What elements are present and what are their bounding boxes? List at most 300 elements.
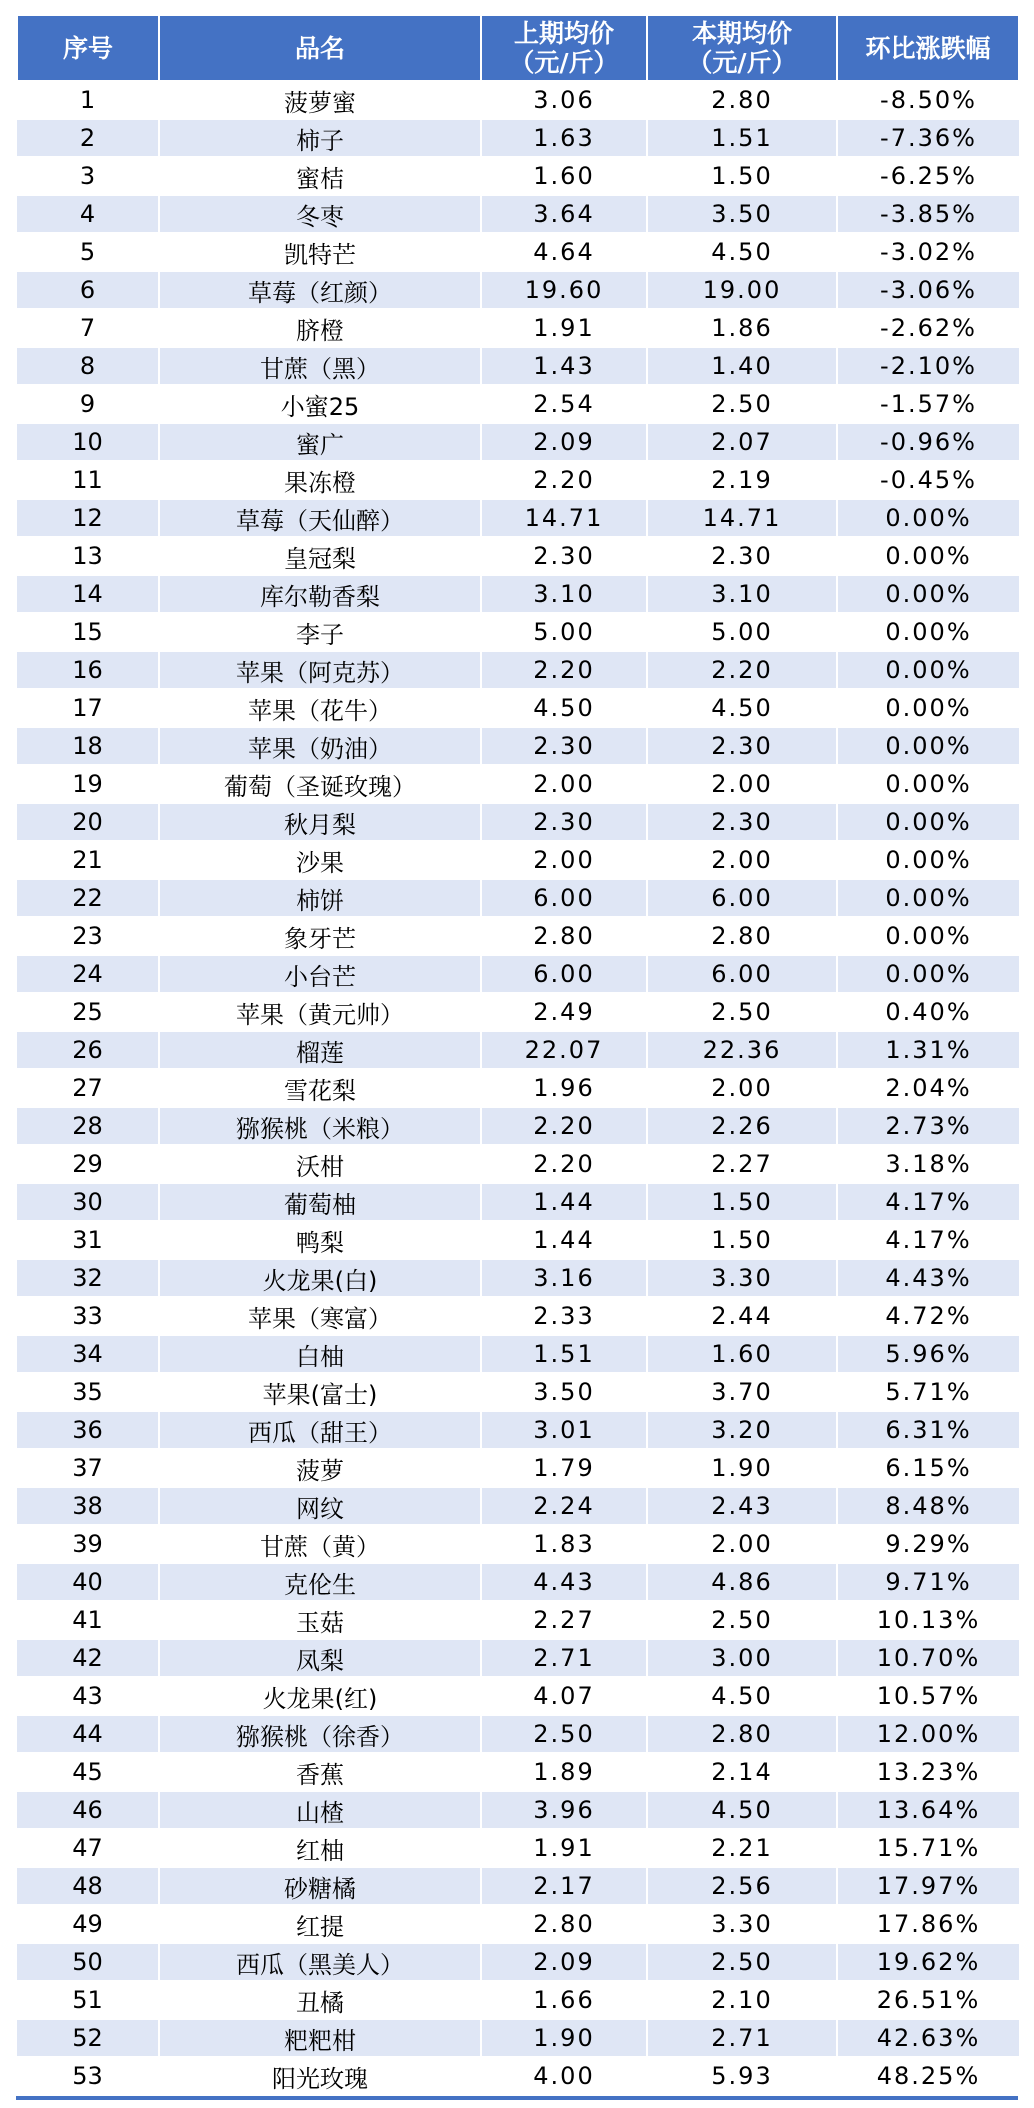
cell-prev-price: 4.64 xyxy=(481,233,647,271)
cell-change: 9.71% xyxy=(837,1563,1019,1601)
cell-change: -2.62% xyxy=(837,309,1019,347)
cell-index: 49 xyxy=(17,1905,159,1943)
cell-index: 10 xyxy=(17,423,159,461)
cell-name: 柿饼 xyxy=(159,879,481,917)
cell-change: 4.72% xyxy=(837,1297,1019,1335)
cell-index: 18 xyxy=(17,727,159,765)
cell-index: 27 xyxy=(17,1069,159,1107)
cell-name: 柿子 xyxy=(159,119,481,157)
cell-index: 50 xyxy=(17,1943,159,1981)
cell-name: 红提 xyxy=(159,1905,481,1943)
cell-curr-price: 5.00 xyxy=(647,613,837,651)
cell-curr-price: 2.56 xyxy=(647,1867,837,1905)
cell-index: 12 xyxy=(17,499,159,537)
cell-prev-price: 2.20 xyxy=(481,1145,647,1183)
header-prev-price xyxy=(481,15,647,81)
cell-curr-price: 4.50 xyxy=(647,233,837,271)
cell-curr-price: 4.50 xyxy=(647,1791,837,1829)
cell-name: 蜜广 xyxy=(159,423,481,461)
cell-prev-price: 1.66 xyxy=(481,1981,647,2019)
cell-curr-price: 1.60 xyxy=(647,1335,837,1373)
cell-change: -0.45% xyxy=(837,461,1019,499)
cell-change: 0.00% xyxy=(837,499,1019,537)
cell-curr-price: 2.19 xyxy=(647,461,837,499)
cell-name: 苹果（奶油） xyxy=(159,727,481,765)
cell-change: 0.00% xyxy=(837,689,1019,727)
cell-name: 鸭梨 xyxy=(159,1221,481,1259)
cell-prev-price: 2.17 xyxy=(481,1867,647,1905)
table-row xyxy=(17,841,1019,879)
cell-name: 凯特芒 xyxy=(159,233,481,271)
cell-prev-price: 1.51 xyxy=(481,1335,647,1373)
table-row xyxy=(17,461,1019,499)
cell-prev-price: 2.20 xyxy=(481,1107,647,1145)
cell-prev-price: 4.50 xyxy=(481,689,647,727)
cell-change: 0.00% xyxy=(837,613,1019,651)
cell-change: 1.31% xyxy=(837,1031,1019,1069)
table-row xyxy=(17,423,1019,461)
cell-curr-price: 1.40 xyxy=(647,347,837,385)
cell-name: 苹果（黄元帅） xyxy=(159,993,481,1031)
cell-prev-price: 2.33 xyxy=(481,1297,647,1335)
cell-change: -2.10% xyxy=(837,347,1019,385)
cell-prev-price: 4.43 xyxy=(481,1563,647,1601)
cell-name: 葡萄柚 xyxy=(159,1183,481,1221)
cell-index: 16 xyxy=(17,651,159,689)
cell-curr-price: 14.71 xyxy=(647,499,837,537)
cell-prev-price: 3.10 xyxy=(481,575,647,613)
table-row xyxy=(17,803,1019,841)
cell-change: 0.00% xyxy=(837,879,1019,917)
cell-change: 8.48% xyxy=(837,1487,1019,1525)
cell-prev-price: 2.20 xyxy=(481,651,647,689)
cell-index: 48 xyxy=(17,1867,159,1905)
cell-index: 29 xyxy=(17,1145,159,1183)
cell-index: 4 xyxy=(17,195,159,233)
cell-change: 5.96% xyxy=(837,1335,1019,1373)
cell-name: 榴莲 xyxy=(159,1031,481,1069)
cell-index: 36 xyxy=(17,1411,159,1449)
cell-index: 13 xyxy=(17,537,159,575)
table-body xyxy=(17,81,1019,2095)
cell-index: 46 xyxy=(17,1791,159,1829)
cell-change: 2.73% xyxy=(837,1107,1019,1145)
cell-prev-price: 2.50 xyxy=(481,1715,647,1753)
cell-index: 31 xyxy=(17,1221,159,1259)
cell-curr-price: 6.00 xyxy=(647,955,837,993)
cell-name: 甘蔗（黄） xyxy=(159,1525,481,1563)
cell-curr-price: 2.50 xyxy=(647,1943,837,1981)
table-row xyxy=(17,879,1019,917)
cell-curr-price: 2.14 xyxy=(647,1753,837,1791)
table-row xyxy=(17,271,1019,309)
cell-prev-price: 2.20 xyxy=(481,461,647,499)
cell-prev-price: 3.06 xyxy=(481,81,647,119)
header-change: 环比涨跌幅 xyxy=(837,15,1019,81)
cell-name: 克伦生 xyxy=(159,1563,481,1601)
cell-index: 33 xyxy=(17,1297,159,1335)
cell-change: 10.13% xyxy=(837,1601,1019,1639)
table-row xyxy=(17,1411,1019,1449)
cell-change: 15.71% xyxy=(837,1829,1019,1867)
cell-name: 雪花梨 xyxy=(159,1069,481,1107)
cell-curr-price: 2.80 xyxy=(647,81,837,119)
cell-curr-price: 2.10 xyxy=(647,1981,837,2019)
cell-prev-price: 22.07 xyxy=(481,1031,647,1069)
cell-curr-price: 3.70 xyxy=(647,1373,837,1411)
cell-curr-price: 1.50 xyxy=(647,1221,837,1259)
table-row xyxy=(17,955,1019,993)
table-row xyxy=(17,613,1019,651)
table-row xyxy=(17,1183,1019,1221)
cell-prev-price: 19.60 xyxy=(481,271,647,309)
cell-curr-price: 2.50 xyxy=(647,1601,837,1639)
cell-curr-price: 5.93 xyxy=(647,2057,837,2095)
cell-name: 小台芒 xyxy=(159,955,481,993)
table-row xyxy=(17,347,1019,385)
cell-prev-price: 14.71 xyxy=(481,499,647,537)
cell-index: 47 xyxy=(17,1829,159,1867)
cell-name: 猕猴桃（徐香） xyxy=(159,1715,481,1753)
header-row xyxy=(17,15,1019,81)
table-row xyxy=(17,1829,1019,1867)
table-row xyxy=(17,1221,1019,1259)
cell-curr-price: 2.00 xyxy=(647,1069,837,1107)
cell-name: 冬枣 xyxy=(159,195,481,233)
cell-index: 3 xyxy=(17,157,159,195)
cell-name: 凤梨 xyxy=(159,1639,481,1677)
table-row xyxy=(17,233,1019,271)
header-curr-price xyxy=(647,15,837,81)
cell-curr-price: 2.00 xyxy=(647,1525,837,1563)
table-row xyxy=(17,727,1019,765)
cell-change: 13.64% xyxy=(837,1791,1019,1829)
table-row xyxy=(17,651,1019,689)
cell-change: 10.57% xyxy=(837,1677,1019,1715)
cell-index: 21 xyxy=(17,841,159,879)
cell-change: -8.50% xyxy=(837,81,1019,119)
cell-change: 6.15% xyxy=(837,1449,1019,1487)
cell-name: 阳光玫瑰 xyxy=(159,2057,481,2095)
cell-name: 草莓（天仙醉） xyxy=(159,499,481,537)
cell-index: 19 xyxy=(17,765,159,803)
header-index: 序号 xyxy=(17,15,159,81)
cell-curr-price: 4.86 xyxy=(647,1563,837,1601)
cell-name: 苹果(富士) xyxy=(159,1373,481,1411)
cell-index: 22 xyxy=(17,879,159,917)
cell-change: -7.36% xyxy=(837,119,1019,157)
cell-change: 26.51% xyxy=(837,1981,1019,2019)
cell-prev-price: 1.96 xyxy=(481,1069,647,1107)
cell-prev-price: 3.50 xyxy=(481,1373,647,1411)
cell-name: 火龙果(红) xyxy=(159,1677,481,1715)
cell-change: 9.29% xyxy=(837,1525,1019,1563)
cell-name: 丑橘 xyxy=(159,1981,481,2019)
cell-name: 皇冠梨 xyxy=(159,537,481,575)
cell-name: 菠萝蜜 xyxy=(159,81,481,119)
table-row xyxy=(17,1373,1019,1411)
cell-curr-price: 1.90 xyxy=(647,1449,837,1487)
cell-prev-price: 2.80 xyxy=(481,1905,647,1943)
cell-prev-price: 2.00 xyxy=(481,841,647,879)
cell-index: 37 xyxy=(17,1449,159,1487)
table-row xyxy=(17,1069,1019,1107)
cell-name: 沃柑 xyxy=(159,1145,481,1183)
cell-prev-price: 1.91 xyxy=(481,1829,647,1867)
cell-curr-price: 2.50 xyxy=(647,993,837,1031)
cell-change: -6.25% xyxy=(837,157,1019,195)
table-row xyxy=(17,1867,1019,1905)
cell-name: 苹果（寒富） xyxy=(159,1297,481,1335)
cell-index: 39 xyxy=(17,1525,159,1563)
cell-prev-price: 2.30 xyxy=(481,727,647,765)
cell-name: 猕猴桃（米粮） xyxy=(159,1107,481,1145)
cell-curr-price: 3.30 xyxy=(647,1259,837,1297)
cell-curr-price: 4.50 xyxy=(647,689,837,727)
cell-index: 5 xyxy=(17,233,159,271)
cell-index: 44 xyxy=(17,1715,159,1753)
cell-name: 果冻橙 xyxy=(159,461,481,499)
cell-prev-price: 2.00 xyxy=(481,765,647,803)
table-row xyxy=(17,537,1019,575)
table-row xyxy=(17,1601,1019,1639)
table-row xyxy=(17,1677,1019,1715)
cell-name: 砂糖橘 xyxy=(159,1867,481,1905)
cell-name: 沙果 xyxy=(159,841,481,879)
cell-curr-price: 2.43 xyxy=(647,1487,837,1525)
table-row xyxy=(17,499,1019,537)
cell-name: 脐橙 xyxy=(159,309,481,347)
cell-index: 41 xyxy=(17,1601,159,1639)
cell-curr-price: 3.20 xyxy=(647,1411,837,1449)
table-row xyxy=(17,2057,1019,2095)
header-name: 品名 xyxy=(159,15,481,81)
cell-curr-price: 2.80 xyxy=(647,1715,837,1753)
cell-curr-price: 2.50 xyxy=(647,385,837,423)
cell-name: 小蜜25 xyxy=(159,385,481,423)
table-row xyxy=(17,1791,1019,1829)
table-row xyxy=(17,1259,1019,1297)
cell-index: 28 xyxy=(17,1107,159,1145)
header-prev-price-line1: 上期均价 xyxy=(513,19,614,48)
table-row xyxy=(17,1335,1019,1373)
cell-change: -3.02% xyxy=(837,233,1019,271)
cell-prev-price: 1.60 xyxy=(481,157,647,195)
cell-index: 1 xyxy=(17,81,159,119)
cell-curr-price: 1.86 xyxy=(647,309,837,347)
cell-index: 25 xyxy=(17,993,159,1031)
cell-change: 4.17% xyxy=(837,1221,1019,1259)
cell-prev-price: 1.79 xyxy=(481,1449,647,1487)
cell-index: 14 xyxy=(17,575,159,613)
cell-prev-price: 5.00 xyxy=(481,613,647,651)
cell-change: 12.00% xyxy=(837,1715,1019,1753)
cell-curr-price: 6.00 xyxy=(647,879,837,917)
cell-name: 粑粑柑 xyxy=(159,2019,481,2057)
cell-name: 李子 xyxy=(159,613,481,651)
header-curr-price-line1: 本期均价 xyxy=(691,19,792,48)
cell-change: 4.17% xyxy=(837,1183,1019,1221)
cell-name: 红柚 xyxy=(159,1829,481,1867)
table-row xyxy=(17,689,1019,727)
cell-curr-price: 2.30 xyxy=(647,537,837,575)
cell-prev-price: 2.09 xyxy=(481,1943,647,1981)
cell-change: 0.40% xyxy=(837,993,1019,1031)
cell-change: 5.71% xyxy=(837,1373,1019,1411)
cell-curr-price: 2.21 xyxy=(647,1829,837,1867)
cell-prev-price: 4.00 xyxy=(481,2057,647,2095)
cell-name: 西瓜（甜王） xyxy=(159,1411,481,1449)
cell-change: 0.00% xyxy=(837,803,1019,841)
table-row xyxy=(17,1715,1019,1753)
cell-name: 玉菇 xyxy=(159,1601,481,1639)
cell-curr-price: 2.27 xyxy=(647,1145,837,1183)
table-header xyxy=(17,15,1019,81)
cell-curr-price: 1.50 xyxy=(647,1183,837,1221)
cell-name: 网纹 xyxy=(159,1487,481,1525)
cell-name: 苹果（花牛） xyxy=(159,689,481,727)
cell-prev-price: 3.64 xyxy=(481,195,647,233)
cell-index: 8 xyxy=(17,347,159,385)
cell-change: 0.00% xyxy=(837,575,1019,613)
table-row xyxy=(17,1563,1019,1601)
cell-prev-price: 1.63 xyxy=(481,119,647,157)
cell-change: 0.00% xyxy=(837,651,1019,689)
cell-change: 10.70% xyxy=(837,1639,1019,1677)
cell-prev-price: 1.90 xyxy=(481,2019,647,2057)
cell-curr-price: 4.50 xyxy=(647,1677,837,1715)
cell-index: 15 xyxy=(17,613,159,651)
cell-index: 23 xyxy=(17,917,159,955)
cell-name: 白柚 xyxy=(159,1335,481,1373)
cell-index: 30 xyxy=(17,1183,159,1221)
cell-curr-price: 3.00 xyxy=(647,1639,837,1677)
cell-curr-price: 2.20 xyxy=(647,651,837,689)
cell-prev-price: 6.00 xyxy=(481,879,647,917)
table-row xyxy=(17,2019,1019,2057)
fruit-price-table xyxy=(16,14,1020,2096)
table-row xyxy=(17,1297,1019,1335)
cell-curr-price: 3.50 xyxy=(647,195,837,233)
cell-prev-price: 2.30 xyxy=(481,803,647,841)
cell-index: 26 xyxy=(17,1031,159,1069)
table-row xyxy=(17,1107,1019,1145)
cell-prev-price: 2.80 xyxy=(481,917,647,955)
cell-change: 17.97% xyxy=(837,1867,1019,1905)
cell-change: 17.86% xyxy=(837,1905,1019,1943)
cell-name: 山楂 xyxy=(159,1791,481,1829)
table-bottom-rule xyxy=(16,2096,1018,2100)
cell-change: 19.62% xyxy=(837,1943,1019,1981)
cell-index: 52 xyxy=(17,2019,159,2057)
cell-prev-price: 3.96 xyxy=(481,1791,647,1829)
cell-change: 0.00% xyxy=(837,955,1019,993)
cell-curr-price: 22.36 xyxy=(647,1031,837,1069)
cell-change: 6.31% xyxy=(837,1411,1019,1449)
cell-index: 9 xyxy=(17,385,159,423)
cell-name: 库尔勒香梨 xyxy=(159,575,481,613)
cell-index: 43 xyxy=(17,1677,159,1715)
cell-prev-price: 1.44 xyxy=(481,1221,647,1259)
cell-prev-price: 3.01 xyxy=(481,1411,647,1449)
cell-prev-price: 2.30 xyxy=(481,537,647,575)
table-row xyxy=(17,195,1019,233)
cell-curr-price: 1.50 xyxy=(647,157,837,195)
cell-change: 0.00% xyxy=(837,765,1019,803)
cell-name: 秋月梨 xyxy=(159,803,481,841)
cell-name: 西瓜（黑美人） xyxy=(159,1943,481,1981)
table-row xyxy=(17,309,1019,347)
cell-curr-price: 19.00 xyxy=(647,271,837,309)
cell-change: 2.04% xyxy=(837,1069,1019,1107)
cell-prev-price: 2.24 xyxy=(481,1487,647,1525)
header-curr-price-line2: （元/斤） xyxy=(687,48,797,77)
table-row xyxy=(17,993,1019,1031)
price-table-container xyxy=(16,14,1018,2100)
cell-curr-price: 2.71 xyxy=(647,2019,837,2057)
cell-index: 17 xyxy=(17,689,159,727)
cell-prev-price: 1.83 xyxy=(481,1525,647,1563)
cell-index: 40 xyxy=(17,1563,159,1601)
cell-curr-price: 2.30 xyxy=(647,727,837,765)
table-row xyxy=(17,1639,1019,1677)
cell-index: 20 xyxy=(17,803,159,841)
table-row xyxy=(17,1449,1019,1487)
table-row xyxy=(17,385,1019,423)
cell-prev-price: 2.71 xyxy=(481,1639,647,1677)
cell-index: 2 xyxy=(17,119,159,157)
table-row xyxy=(17,1525,1019,1563)
cell-prev-price: 2.27 xyxy=(481,1601,647,1639)
cell-name: 火龙果(白) xyxy=(159,1259,481,1297)
header-prev-price-line2: （元/斤） xyxy=(509,48,619,77)
cell-curr-price: 1.51 xyxy=(647,119,837,157)
table-row xyxy=(17,917,1019,955)
cell-curr-price: 2.26 xyxy=(647,1107,837,1145)
cell-name: 香蕉 xyxy=(159,1753,481,1791)
cell-change: -3.06% xyxy=(837,271,1019,309)
cell-curr-price: 2.44 xyxy=(647,1297,837,1335)
cell-prev-price: 1.89 xyxy=(481,1753,647,1791)
table-row xyxy=(17,157,1019,195)
cell-index: 42 xyxy=(17,1639,159,1677)
cell-name: 葡萄（圣诞玫瑰） xyxy=(159,765,481,803)
cell-prev-price: 2.49 xyxy=(481,993,647,1031)
cell-name: 蜜桔 xyxy=(159,157,481,195)
cell-change: 0.00% xyxy=(837,841,1019,879)
cell-prev-price: 2.09 xyxy=(481,423,647,461)
cell-change: 42.63% xyxy=(837,2019,1019,2057)
cell-change: 0.00% xyxy=(837,537,1019,575)
table-row xyxy=(17,1943,1019,1981)
cell-name: 草莓（红颜） xyxy=(159,271,481,309)
cell-index: 45 xyxy=(17,1753,159,1791)
table-row xyxy=(17,1487,1019,1525)
cell-curr-price: 3.10 xyxy=(647,575,837,613)
cell-prev-price: 1.91 xyxy=(481,309,647,347)
cell-change: -0.96% xyxy=(837,423,1019,461)
cell-index: 6 xyxy=(17,271,159,309)
cell-name: 象牙芒 xyxy=(159,917,481,955)
cell-change: -1.57% xyxy=(837,385,1019,423)
cell-curr-price: 2.00 xyxy=(647,765,837,803)
table-row xyxy=(17,765,1019,803)
cell-prev-price: 4.07 xyxy=(481,1677,647,1715)
cell-change: 0.00% xyxy=(837,917,1019,955)
cell-index: 11 xyxy=(17,461,159,499)
cell-curr-price: 2.07 xyxy=(647,423,837,461)
cell-prev-price: 6.00 xyxy=(481,955,647,993)
